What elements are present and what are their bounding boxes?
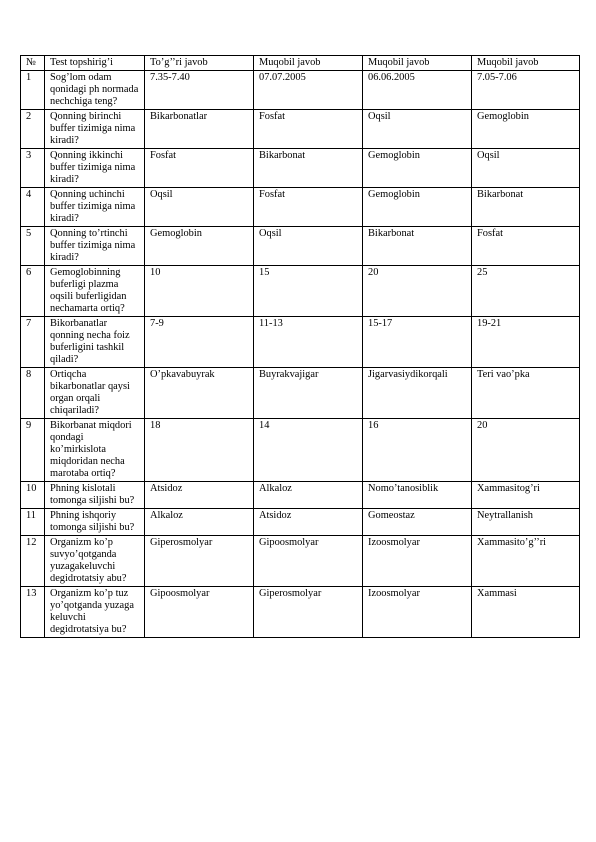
correct-answer: Oqsil [145, 188, 254, 227]
table-row [21, 536, 580, 587]
alternative-answer: Oqsil [363, 110, 472, 149]
alternative-answer: Neytrallanish [472, 509, 580, 536]
row-number: 7 [21, 317, 45, 368]
header-correct-answer: To’g’’ri javob [145, 56, 254, 71]
table-row [21, 509, 580, 536]
correct-answer: 7-9 [145, 317, 254, 368]
table-body [21, 71, 580, 638]
alternative-answer: Teri vao’pka [472, 368, 580, 419]
alternative-answer: 15-17 [363, 317, 472, 368]
alternative-answer: 20 [472, 419, 580, 482]
correct-answer: 10 [145, 266, 254, 317]
question-text: Qonning uchinchi buffer tizimiga nima kiradi? [45, 188, 145, 227]
question-text: Phning ishqoriy tomonga siljishi bu? [45, 509, 145, 536]
table-row [21, 227, 580, 266]
alternative-answer: 11-13 [254, 317, 363, 368]
table-row [21, 587, 580, 638]
correct-answer: Gipoosmolyar [145, 587, 254, 638]
table-row [21, 149, 580, 188]
question-text: Bikorbanat miqdori qondagi ko’mirkislota miqdoridan necha marotaba ortiq? [45, 419, 145, 482]
table-row [21, 368, 580, 419]
correct-answer: 18 [145, 419, 254, 482]
alternative-answer: Bikarbonat [472, 188, 580, 227]
correct-answer: Atsidoz [145, 482, 254, 509]
table-header-row [21, 56, 580, 71]
alternative-answer: Fosfat [254, 188, 363, 227]
alternative-answer: Gemoglobin [472, 110, 580, 149]
alternative-answer: 20 [363, 266, 472, 317]
row-number: 6 [21, 266, 45, 317]
question-text: Ortiqcha bikarbonatlar qaysi organ orqali chiqariladi? [45, 368, 145, 419]
correct-answer: O’pkavabuyrak [145, 368, 254, 419]
table-row [21, 110, 580, 149]
question-text: Gemoglobinning buferligi plazma oqsili buferligidan nechamarta ortiq? [45, 266, 145, 317]
row-number: 2 [21, 110, 45, 149]
question-text: Qonning birinchi buffer tizimiga nima kiradi? [45, 110, 145, 149]
row-number: 8 [21, 368, 45, 419]
alternative-answer: 06.06.2005 [363, 71, 472, 110]
row-number: 5 [21, 227, 45, 266]
table-row [21, 317, 580, 368]
alternative-answer: Xammasi [472, 587, 580, 638]
alternative-answer: 07.07.2005 [254, 71, 363, 110]
question-text: Qonning ikkinchi buffer tizimiga nima kiradi? [45, 149, 145, 188]
header-alternative-answer: Muqobil javob [363, 56, 472, 71]
table-row [21, 266, 580, 317]
row-number: 4 [21, 188, 45, 227]
correct-answer: Alkaloz [145, 509, 254, 536]
row-number: 13 [21, 587, 45, 638]
correct-answer: Bikarbonatlar [145, 110, 254, 149]
header-alternative-answer: Muqobil javob [254, 56, 363, 71]
row-number: 9 [21, 419, 45, 482]
alternative-answer: Fosfat [254, 110, 363, 149]
alternative-answer: Bikarbonat [363, 227, 472, 266]
alternative-answer: Bikarbonat [254, 149, 363, 188]
table-row [21, 188, 580, 227]
question-text: Phning kislotali tomonga siljishi bu? [45, 482, 145, 509]
correct-answer: 7.35-7.40 [145, 71, 254, 110]
question-text: Qonning to’rtinchi buffer tizimiga nima kiradi? [45, 227, 145, 266]
header-number: № [21, 56, 45, 71]
table-row [21, 71, 580, 110]
question-text: Organizm ko’p tuz yo’qotganda yuzaga keluvchi degidrotatsiya bu? [45, 587, 145, 638]
header-alternative-answer: Muqobil javob [472, 56, 580, 71]
alternative-answer: Gemoglobin [363, 188, 472, 227]
question-text: Sog’lom odam qonidagi ph normada nechchiga teng? [45, 71, 145, 110]
alternative-answer: Giperosmolyar [254, 587, 363, 638]
correct-answer: Gemoglobin [145, 227, 254, 266]
alternative-answer: Oqsil [254, 227, 363, 266]
table-row [21, 419, 580, 482]
correct-answer: Fosfat [145, 149, 254, 188]
header-question: Test topshirig’i [45, 56, 145, 71]
row-number: 1 [21, 71, 45, 110]
alternative-answer: 7.05-7.06 [472, 71, 580, 110]
alternative-answer: Atsidoz [254, 509, 363, 536]
alternative-answer: Gemoglobin [363, 149, 472, 188]
question-text: Bikorbanatlar qonning necha foiz buferligini tashkil qiladi? [45, 317, 145, 368]
row-number: 3 [21, 149, 45, 188]
alternative-answer: Buyrakvajigar [254, 368, 363, 419]
correct-answer: Giperosmolyar [145, 536, 254, 587]
alternative-answer: 16 [363, 419, 472, 482]
alternative-answer: 25 [472, 266, 580, 317]
alternative-answer: Izoosmolyar [363, 536, 472, 587]
table-row [21, 482, 580, 509]
alternative-answer: Xammasito’g’’ri [472, 536, 580, 587]
alternative-answer: Fosfat [472, 227, 580, 266]
alternative-answer: Gomeostaz [363, 509, 472, 536]
alternative-answer: Alkaloz [254, 482, 363, 509]
row-number: 12 [21, 536, 45, 587]
row-number: 10 [21, 482, 45, 509]
alternative-answer: Gipoosmolyar [254, 536, 363, 587]
alternative-answer: 15 [254, 266, 363, 317]
alternative-answer: Xammasitog’ri [472, 482, 580, 509]
alternative-answer: Nomo’tanosiblik [363, 482, 472, 509]
alternative-answer: 14 [254, 419, 363, 482]
alternative-answer: Oqsil [472, 149, 580, 188]
alternative-answer: 19-21 [472, 317, 580, 368]
alternative-answer: Jigarvasiydikorqali [363, 368, 472, 419]
row-number: 11 [21, 509, 45, 536]
test-table [20, 55, 580, 638]
question-text: Organizm ko’p suvyo’qotganda yuzagakeluvchi degidrotatsiy abu? [45, 536, 145, 587]
alternative-answer: Izoosmolyar [363, 587, 472, 638]
